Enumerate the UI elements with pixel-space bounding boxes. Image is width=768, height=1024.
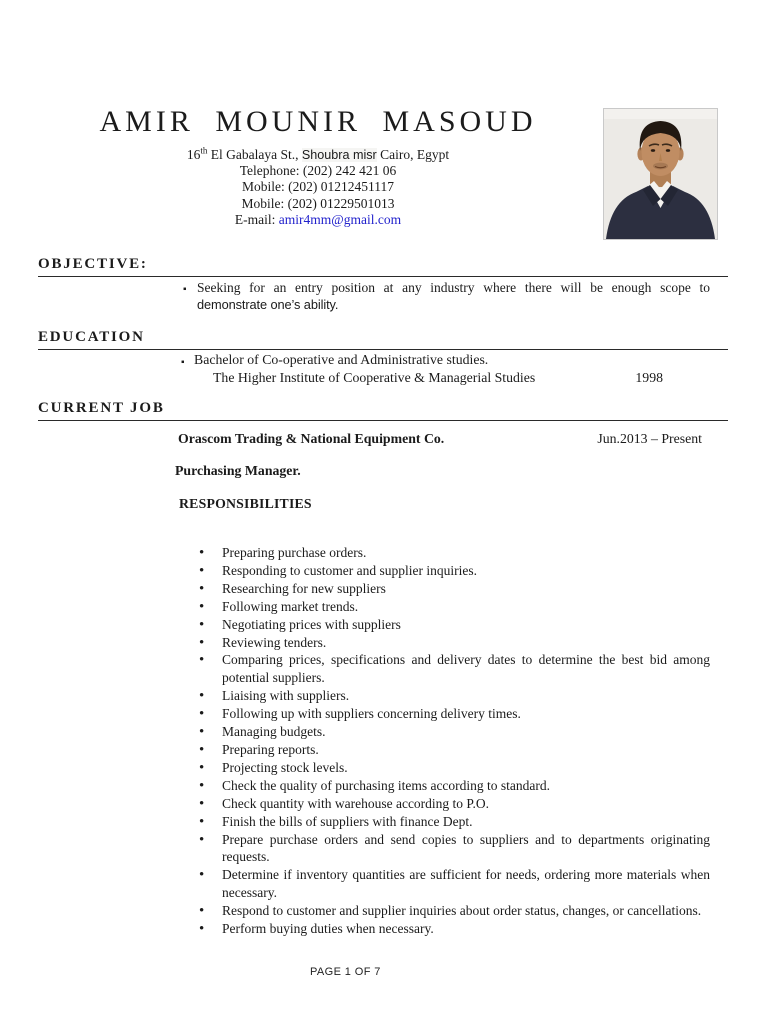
mobile-line-2: Mobile: (202) 01229501013 [241,195,395,211]
round-bullet-icon [199,544,204,563]
page-number: PAGE 1 OF 7 [310,966,381,978]
responsibility-item: • Negotiating prices with suppliers [198,616,710,634]
responsibilities-list [198,544,710,938]
round-bullet-icon [199,795,204,814]
telephone-line: Telephone: (202) 242 421 06 [239,163,397,179]
square-bullet-icon [181,352,185,372]
email-link[interactable]: amir4mm@gmail.com [278,211,402,227]
round-bullet-icon [199,831,204,850]
responsibility-item: • Following market trends. [198,598,710,616]
education-institute: The Higher Institute of Cooperative & Managerial Studies [213,370,536,385]
company-row [178,430,702,447]
objective-line-1: Seeking for an entry position at any industry where there will be enough scope to [197,280,710,295]
email-line [38,212,598,228]
responsibility-item: • Researching for new suppliers [198,580,710,598]
candidate-name: AMIR MOUNIR MASOUD [99,105,537,138]
objective-line-2: demonstrate one’s ability. [197,297,339,313]
round-bullet-icon [199,705,204,724]
round-bullet-icon [199,902,204,921]
round-bullet-icon [199,598,204,617]
responsibility-item: • Reviewing tenders. [198,634,710,652]
responsibility-item: • Following up with suppliers concerning delivery times. [198,705,710,723]
responsibility-item: • Preparing purchase orders. [198,544,710,562]
round-bullet-icon [199,813,204,832]
address-ordinal: th [200,145,208,156]
round-bullet-icon [199,759,204,778]
responsibility-item: • Responding to customer and supplier inquiries. [198,562,710,580]
current-job-heading: CURRENT JOB [38,400,728,421]
round-bullet-icon [199,741,204,760]
education-year: 1998 [635,370,663,385]
education-block [194,351,711,387]
education-institute-line [213,369,663,387]
objective-text [197,279,710,314]
responsibility-item: • Respond to customer and supplier inquiries about order status, changes, or cancellations. [198,902,710,920]
round-bullet-icon [199,634,204,653]
address-street: El Gabalaya St., [207,147,302,162]
education-heading: EDUCATION [38,329,728,350]
round-bullet-icon [199,616,204,635]
responsibility-item: • Prepare purchase orders and send copies to suppliers and to departments originating requests. [198,831,710,867]
profile-photo [603,108,718,240]
job-position: Purchasing Manager. [175,463,301,478]
responsibility-item: • Projecting stock levels. [198,759,710,777]
objective-heading: OBJECTIVE: [38,256,728,277]
responsibility-item: • Check the quality of purchasing items according to standard. [198,777,710,795]
responsibility-item: • Preparing reports. [198,741,710,759]
responsibility-item: • Finish the bills of suppliers with finance Dept. [198,813,710,831]
responsibility-item: • Check quantity with warehouse according to P.O. [198,795,710,813]
portrait-illustration [604,109,717,239]
round-bullet-icon [199,866,204,885]
address-district: Shoubra misr [301,148,377,162]
round-bullet-icon [199,687,204,706]
email-label: E-mail: [234,211,279,227]
address-city: Cairo, Egypt [376,147,450,162]
responsibility-item: • Comparing prices, specifications and delivery dates to determine the best bid among potential suppliers. [198,651,710,687]
address-line [38,147,598,163]
address-number: 16 [186,147,201,162]
responsibility-item: • Liaising with suppliers. [198,687,710,705]
contact-block [38,147,598,228]
education-degree: Bachelor of Co-operative and Administrative studies. [194,352,489,367]
round-bullet-icon [199,580,204,599]
mobile-line-1: Mobile: (202) 01212451117 [242,179,394,195]
round-bullet-icon [199,777,204,796]
round-bullet-icon [199,920,204,939]
education-degree-line [194,351,711,369]
round-bullet-icon [199,723,204,742]
round-bullet-icon [199,651,204,670]
round-bullet-icon [199,562,204,581]
responsibilities-heading: RESPONSIBILITIES [179,496,312,511]
company-name: Orascom Trading & National Equipment Co. [178,431,445,446]
employment-dates: Jun.2013 – Present [597,431,702,446]
square-bullet-icon [183,279,187,298]
responsibility-item: • Managing budgets. [198,723,710,741]
responsibility-item: • Perform buying duties when necessary. [198,920,710,938]
responsibility-item: • Determine if inventory quantities are sufficient for needs, ordering more materials when necessary. [198,866,710,902]
